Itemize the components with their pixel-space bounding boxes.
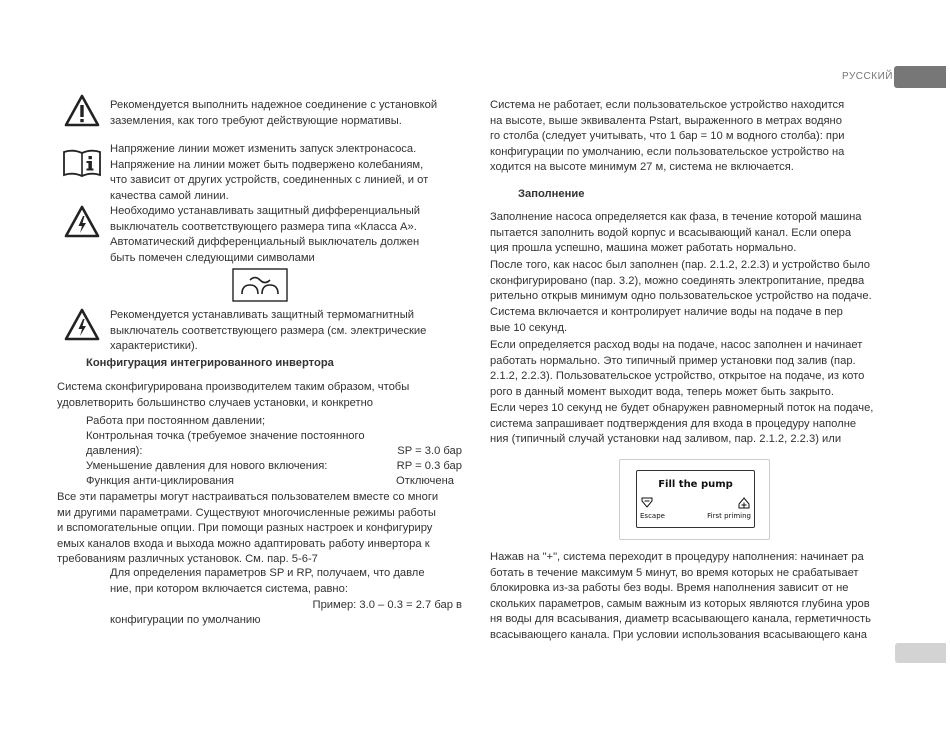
first-priming-label: First priming (707, 512, 751, 520)
parameters-paragraph: Все эти параметры могут настраиваться пользователем вместе со многи ми другими параметрами. Существуют многочисленные режимы работы и вспомогательные опции. При помощи разных настроек и конфигуриру емых каналов входа и выхода можно адаптировать работу инвертора к требованиям различных установок. См. пар. 5-6-7 (57, 491, 439, 566)
electric-hazard-icon (64, 205, 100, 239)
pstart-paragraph: Система не работает, если пользовательское устройство находится на высоте, выше эквивалента Pstart, выраженного в метрах водяно го столба (следует учитывать, что 1 бар = 10 м водного столба): при конфигурации по умолчанию, если пользовательское устройство на ходится на высоте минимум 27 м, система не включается. (490, 99, 845, 174)
page-tab-marker-bottom (895, 643, 946, 663)
filling-definition-paragraph: Заполнение насоса определяется как фаза, в течение которой машина пытается заполнить водой корпус и всасывающий канал. Если опера ция прошла успешно, машина может работать нормально. (490, 211, 862, 255)
filling-heading: Заполнение (518, 188, 585, 200)
example-line-2: конфигурации по умолчанию (110, 614, 261, 626)
config-intro-paragraph: Система сконфигурирована производителем таким образом, чтобы удовлетворить большинство случаев установки, и конкретно (57, 381, 410, 409)
flow-detected-paragraph: Если определяется расход воды на подаче, насос заполнен и начинает работать нормально. Это типичный пример установки под залив (пар. 2.1.2, 2.2.3). Пользовательское устройство, открытое на подаче, из кото рого в данный момент выходит вода, теперь может быть закрыто. (490, 339, 865, 398)
grounding-paragraph: Рекомендуется выполнить надежное соединение с установкой заземления, как того требуют действующие нормативы. (110, 99, 438, 127)
class-a-symbol-icon (232, 268, 288, 302)
list-item-constant-pressure: Работа при постоянном давлении; (86, 415, 266, 427)
escape-label: Escape (640, 512, 665, 520)
pressure-determination-paragraph: Для определения параметров SP и RP, получаем, что давле ние, при котором включается система, равно: (110, 567, 425, 595)
priming-procedure-paragraph: Нажав на "+", система переходит в процедуру наполнения: начинает ра ботать в течение максимум 5 минут, во время которых не срабатывает блокировка из-за работы без воды. Время наполнения зависит от не скольких параметров, самым важным из которых являются глубина уров ня воды для всасывания, диаметр всасывающего канала, герметичность всасывающего канала. При условии использования всасывающего кана (490, 551, 871, 641)
display-title: Fill the pump (658, 479, 733, 490)
anticycling-label: Функция анти-циклирования (86, 475, 234, 487)
fill-pump-display (619, 459, 770, 540)
setpoint-label: давления): (86, 445, 143, 457)
restart-pressure-label: Уменьшение давления для нового включения: (86, 460, 328, 472)
restart-pressure-value: RP = 0.3 бар (396, 460, 462, 472)
plus-button-icon (738, 497, 750, 509)
list-row-anticycling (86, 474, 454, 490)
example-line: Пример: 3.0 – 0.3 = 2.7 бар в (312, 599, 462, 611)
display-screen (636, 470, 755, 528)
inverter-config-heading: Конфигурация интегрированного инвертора (86, 357, 334, 369)
manual-info-icon (62, 148, 102, 178)
anticycling-value: Отключена (396, 475, 454, 487)
electric-hazard-icon-2 (64, 308, 100, 342)
list-row-setpoint (86, 444, 462, 460)
list-item-setpoint: Контрольная точка (требуемое значение постоянного (86, 430, 365, 442)
warning-icon (64, 94, 100, 128)
setpoint-value: SP = 3.0 бар (397, 445, 462, 457)
power-connection-paragraph: После того, как насос был заполнен (пар. 2.1.2, 2.2.3) и устройство было сконфигурировано (пар. 3.2), можно соединять электропитание, предва рительно открыв минимум одно пользовательское устройство на подаче. (490, 259, 872, 303)
page-tab-marker (894, 66, 946, 88)
voltage-paragraph: Напряжение линии может изменить запуск электронасоса. Напряжение на линии может быть подвержено колебаниям, что зависит от других устройств, соединенных с линией, и от качества самой линии. (110, 143, 429, 202)
differential-switch-paragraph: Необходимо устанавливать защитный дифференциальный выключатель соответствующего размера типа «Класса А». Автоматический дифференциальный выключатель должен быть помечен следующими символами (110, 205, 421, 264)
list-row-restart-pressure (86, 459, 462, 475)
language-label: РУССКИЙ (842, 71, 893, 82)
water-check-paragraph: Система включается и контролирует наличие воды на подаче в пер вые 10 секунд. (490, 306, 843, 334)
minus-button-icon (641, 497, 653, 509)
no-flow-paragraph: Если через 10 секунд не будет обнаружен равномерный поток на подаче, система запрашивает подтверждения для входа в процедуру наполне ния (типичный случай установки над заливом, пар. 2.1.2, 2.2.3) или (490, 402, 874, 446)
thermomagnetic-paragraph: Рекомендуется устанавливать защитный термомагнитный выключатель соответствующего размера (см. электрические характеристики). (110, 309, 427, 353)
